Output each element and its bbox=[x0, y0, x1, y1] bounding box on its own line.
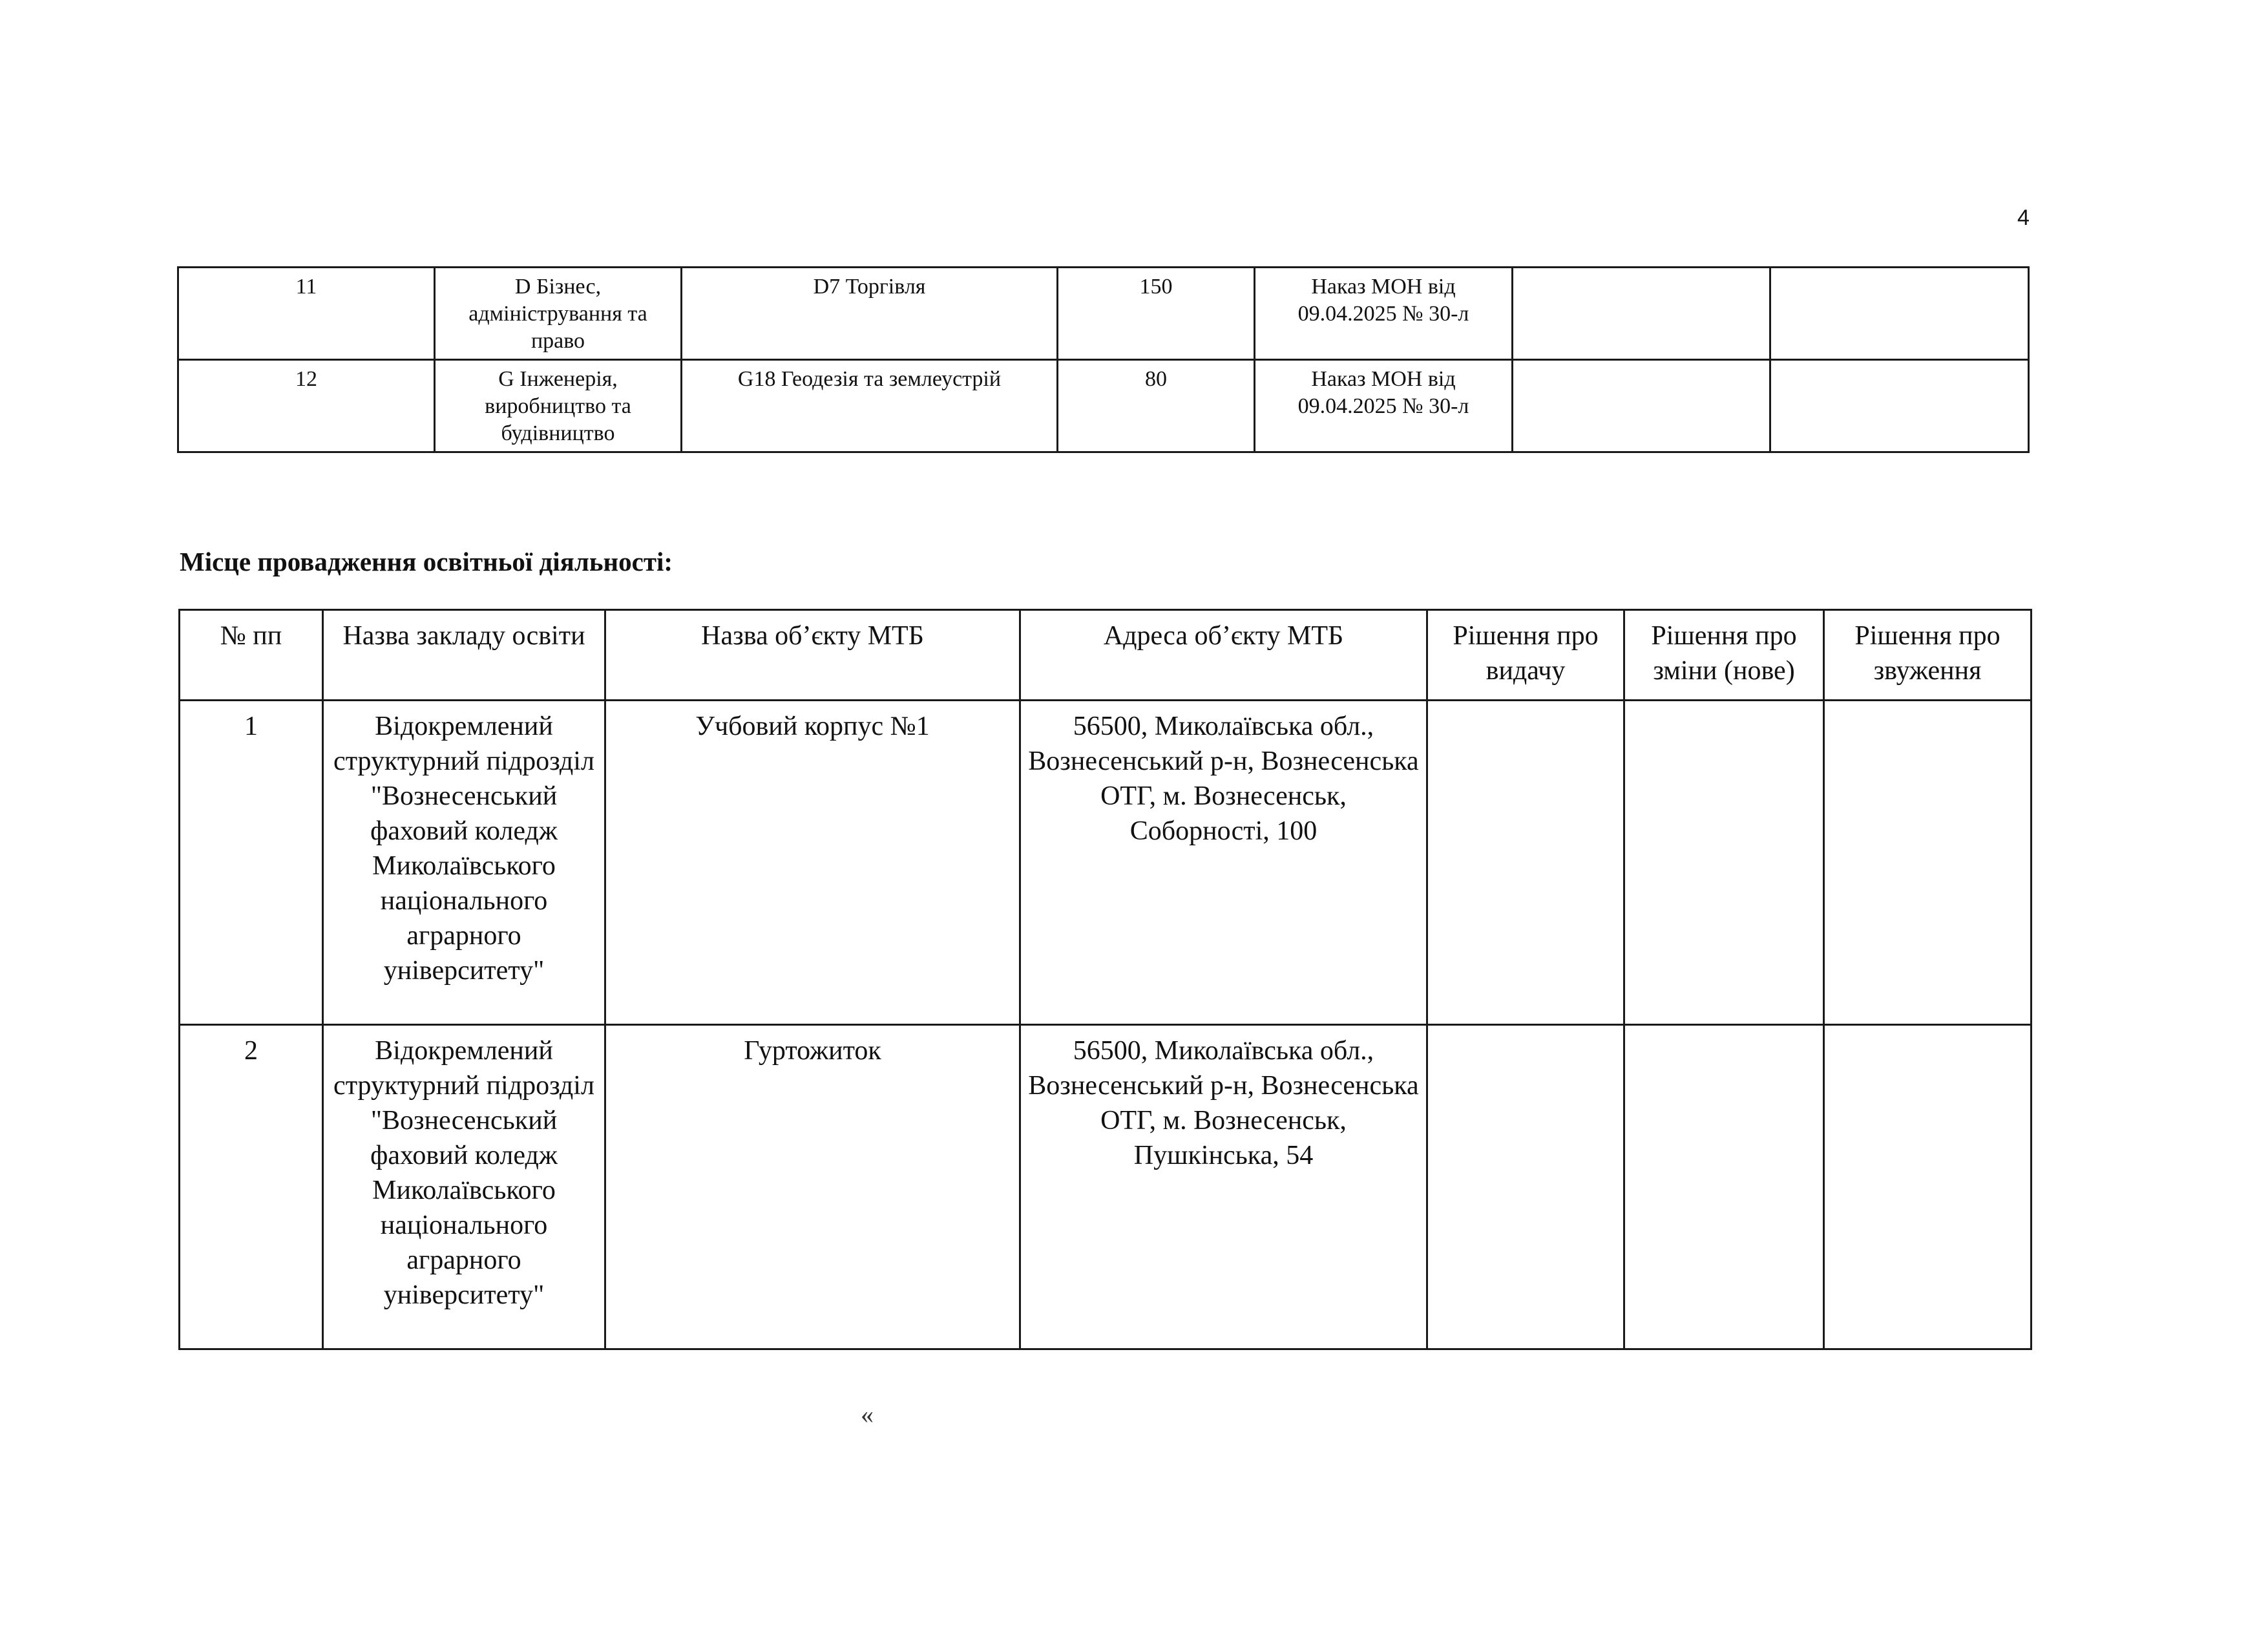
header-num: № пп bbox=[180, 610, 323, 701]
row-number: 12 bbox=[178, 360, 435, 452]
row-number: 2 bbox=[180, 1025, 323, 1349]
header-object: Назва об’єкту МТБ bbox=[605, 610, 1020, 701]
facilities-table bbox=[178, 609, 2032, 1350]
section-heading: Місце провадження освітньої діяльності: bbox=[180, 547, 673, 576]
header-decision-change: Рішення про зміни (нове) bbox=[1624, 610, 1824, 701]
header-decision-narrow: Рішення про звуження bbox=[1824, 610, 2032, 701]
decision-narrow bbox=[1824, 701, 2032, 1025]
table-row bbox=[178, 360, 2029, 452]
field-of-knowledge: G Інженерія, виробництво та будівництво bbox=[435, 360, 682, 452]
decision-change bbox=[1624, 1025, 1824, 1349]
table-header-row bbox=[180, 610, 2032, 701]
stray-mark: « bbox=[861, 1400, 874, 1429]
header-decision-issue: Рішення про видачу bbox=[1427, 610, 1624, 701]
table-row bbox=[180, 1025, 2032, 1349]
empty-cell bbox=[1770, 268, 2029, 360]
header-address: Адреса об’єкту МТБ bbox=[1020, 610, 1427, 701]
row-number: 1 bbox=[180, 701, 323, 1025]
order-reference: Наказ МОН від 09.04.2025 № 30-л bbox=[1255, 268, 1513, 360]
decision-narrow bbox=[1824, 1025, 2032, 1349]
object-address: 56500, Миколаївська обл., Вознесенський р-н, Вознесенська ОТГ, м. Вознесенськ, Пушкінська, 54 bbox=[1020, 1025, 1427, 1349]
decision-issue bbox=[1427, 701, 1624, 1025]
license-volume: 80 bbox=[1058, 360, 1255, 452]
specialty: G18 Геодезія та землеустрій bbox=[682, 360, 1058, 452]
object-name: Гуртожиток bbox=[605, 1025, 1020, 1349]
order-reference: Наказ МОН від 09.04.2025 № 30-л bbox=[1255, 360, 1513, 452]
table-row bbox=[180, 701, 2032, 1025]
object-name: Учбовий корпус №1 bbox=[605, 701, 1020, 1025]
institution-name: Відокремлений структурний підрозділ "Вознесенський фаховий коледж Миколаївського національного аграрного університету" bbox=[323, 701, 605, 1025]
empty-cell bbox=[1770, 360, 2029, 452]
license-volume: 150 bbox=[1058, 268, 1255, 360]
institution-name: Відокремлений структурний підрозділ "Вознесенський фаховий коледж Миколаївського національного аграрного університету" bbox=[323, 1025, 605, 1349]
row-number: 11 bbox=[178, 268, 435, 360]
specialties-table bbox=[177, 266, 2030, 453]
empty-cell bbox=[1513, 268, 1770, 360]
decision-issue bbox=[1427, 1025, 1624, 1349]
header-institution: Назва закладу освіти bbox=[323, 610, 605, 701]
decision-change bbox=[1624, 701, 1824, 1025]
empty-cell bbox=[1513, 360, 1770, 452]
page-number: 4 bbox=[2017, 206, 2030, 230]
field-of-knowledge: D Бізнес, адміністрування та право bbox=[435, 268, 682, 360]
object-address: 56500, Миколаївська обл., Вознесенський р-н, Вознесенська ОТГ, м. Вознесенськ, Соборності, 100 bbox=[1020, 701, 1427, 1025]
specialty: D7 Торгівля bbox=[682, 268, 1058, 360]
table-row bbox=[178, 268, 2029, 360]
